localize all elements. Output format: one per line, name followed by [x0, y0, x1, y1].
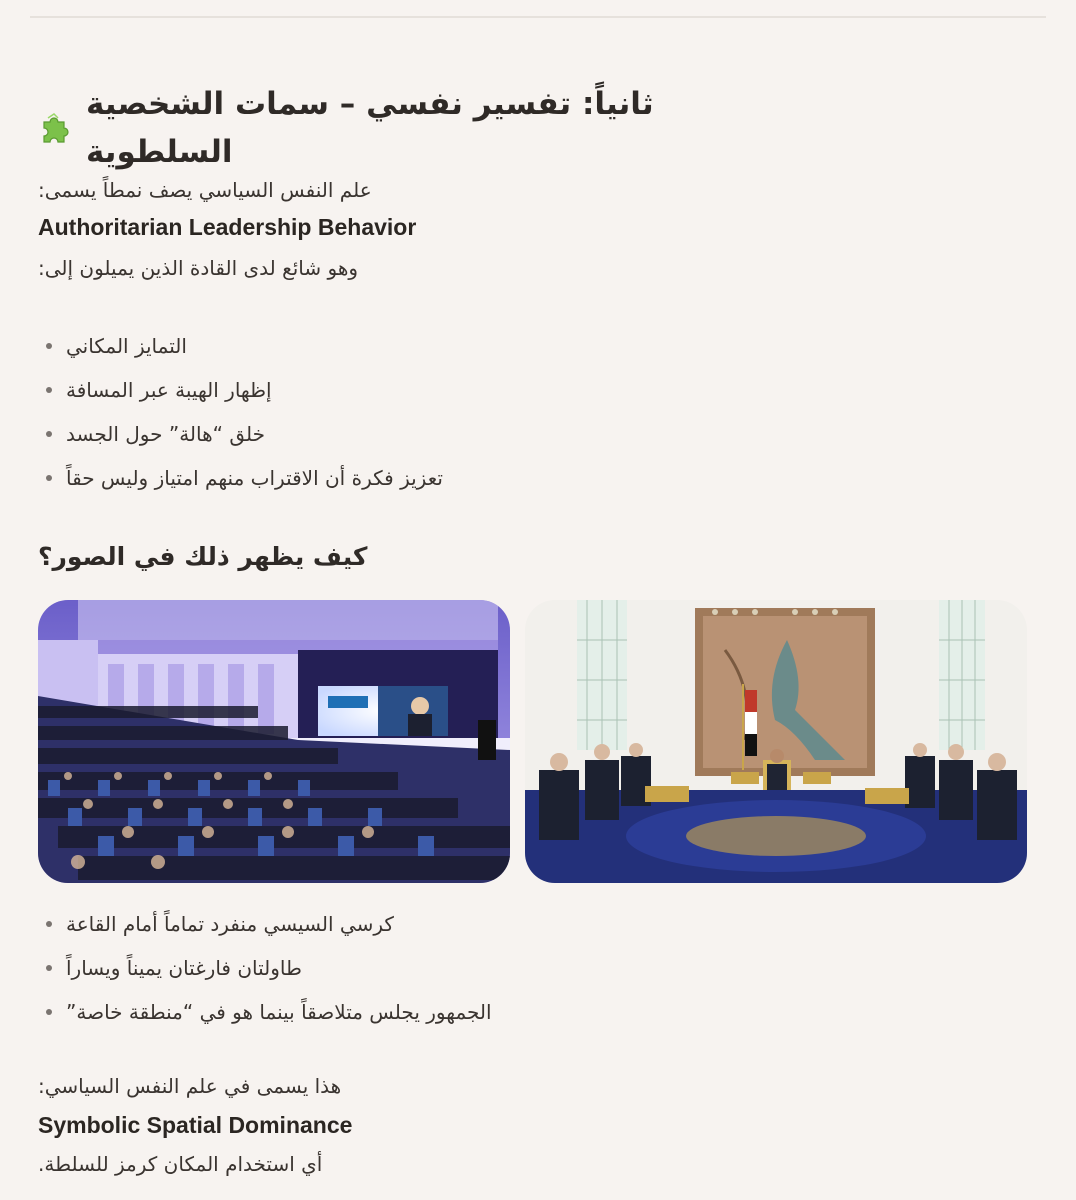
list-item — [46, 412, 443, 456]
bullet-dot — [46, 475, 52, 481]
closing-intro-line: هذا يسمى في علم النفس السياسي: — [38, 1074, 342, 1098]
list-item — [46, 324, 443, 368]
section-heading — [36, 80, 776, 176]
list-item — [46, 456, 443, 500]
trait-text: إظهار الهيبة عبر المسافة — [66, 378, 272, 402]
bullet-dot — [46, 431, 52, 437]
bullet-dot — [46, 921, 52, 927]
observations-list — [46, 902, 492, 1034]
list-item — [46, 368, 443, 412]
closing-line: أي استخدام المكان كرمز للسلطة. — [38, 1152, 323, 1176]
bullet-dot — [46, 343, 52, 349]
conference-hall-photo[interactable] — [38, 600, 510, 883]
observation-text: كرسي السيسي منفرد تماماً أمام القاعة — [66, 912, 394, 936]
bullet-dot — [46, 387, 52, 393]
observation-text: طاولتان فارغتان يميناً ويساراً — [66, 956, 302, 980]
heading-text: ثانياً: تفسير نفسي – سمات الشخصية السلطوية — [86, 86, 654, 170]
intro-line: علم النفس السياسي يصف نمطاً يسمى: — [38, 178, 372, 202]
observation-text: الجمهور يجلس متلاصقاً بينما هو في “منطقة خاصة” — [66, 1000, 492, 1024]
question-heading: كيف يظهر ذلك في الصور؟ — [38, 542, 368, 571]
bullet-dot — [46, 1009, 52, 1015]
lead-in-line: وهو شائع لدى القادة الذين يميلون إلى: — [38, 256, 359, 280]
traits-list — [46, 324, 443, 500]
term-symbolic-spatial-dominance: Symbolic Spatial Dominance — [38, 1112, 353, 1138]
bullet-dot — [46, 965, 52, 971]
trait-text: تعزيز فكرة أن الاقتراب منهم امتياز وليس حقاً — [66, 466, 443, 490]
trait-text: خلق “هالة” حول الجسد — [66, 422, 266, 446]
puzzle-piece-icon — [36, 108, 76, 148]
term-authoritarian-leadership: Authoritarian Leadership Behavior — [38, 214, 417, 240]
palace-meeting-photo[interactable] — [525, 600, 1027, 883]
trait-text: التمايز المكاني — [66, 334, 187, 358]
top-divider — [30, 16, 1046, 18]
list-item — [46, 990, 492, 1034]
list-item — [46, 902, 492, 946]
list-item — [46, 946, 492, 990]
